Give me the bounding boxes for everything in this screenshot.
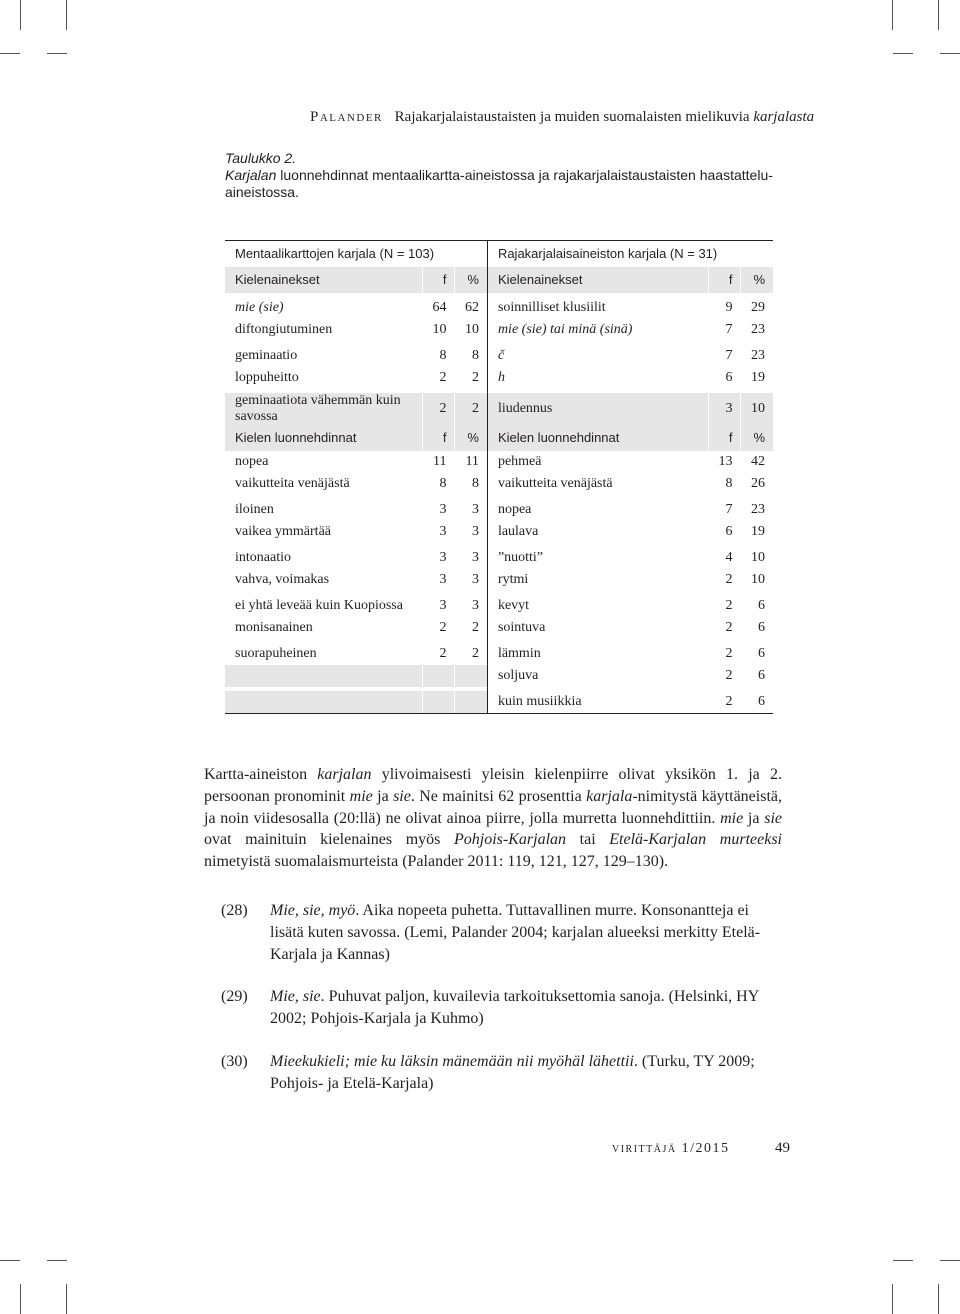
mid-header-row	[225, 425, 773, 451]
cell-left-label	[225, 691, 423, 714]
journal-name: virittäjä 1/2015	[612, 1141, 730, 1156]
cell-left-label: iloinen	[235, 502, 274, 517]
cell-right-label: mie (sie) tai minä (sinä)	[487, 319, 708, 341]
cell-right-pct: 10	[741, 547, 773, 569]
cell-left-f: 8	[423, 473, 455, 495]
text-run: tai	[566, 831, 610, 849]
cell-left-f	[423, 691, 455, 714]
cell-right-label: laulava	[487, 521, 708, 543]
cell-right-pct: 10	[741, 569, 773, 591]
table-row	[225, 617, 773, 639]
cell-left-f: 2	[423, 367, 455, 389]
mid-header-cell: Kielen luonnehdinnat	[487, 425, 708, 451]
left-title: Mentaalikarttojen karjala (N = 103)	[225, 241, 487, 268]
cell-left-pct: 62	[455, 297, 487, 319]
cell-left-f: 8	[423, 345, 455, 367]
cell-left-f: 3	[423, 547, 455, 569]
cell-right-f: 7	[709, 319, 741, 341]
table-row	[225, 451, 773, 473]
cell-left-pct: 3	[455, 569, 487, 591]
col-pct: %	[741, 267, 773, 293]
crop-mark	[0, 1260, 20, 1261]
cell-left-f: 3	[423, 569, 455, 591]
example-text	[270, 900, 783, 965]
cell-left-f: 2	[423, 617, 455, 639]
example-body: . (Turku, TY 2009; Pohjois- ja Etelä-Karjala)	[270, 1053, 755, 1092]
cell-right-label: č	[487, 345, 708, 367]
mid-header-cell: f	[423, 425, 455, 451]
crop-mark	[20, 1284, 21, 1314]
col-pct: %	[455, 267, 487, 293]
example-italic: Mieekukieli; mie ku läksin mänemään nii myöhäl lähettii	[270, 1053, 634, 1070]
cell-right-label: nopea	[487, 499, 708, 521]
text-run: sie	[393, 787, 411, 805]
example-29	[221, 986, 783, 1030]
cell-right-label: vaikutteita venäjästä	[487, 473, 708, 495]
table-row	[225, 345, 773, 367]
example-28	[221, 900, 783, 965]
caption-label: Taulukko 2.	[225, 150, 297, 166]
cell-left-pct: 2	[455, 367, 487, 389]
cell-left-f: 2	[423, 393, 455, 425]
cell-left-f: 64	[423, 297, 455, 319]
cell-left-label: mie (sie)	[235, 300, 284, 315]
table-row	[225, 643, 773, 665]
col-f: f	[423, 267, 455, 293]
header-author: Palander	[310, 109, 383, 125]
table-row	[225, 665, 773, 687]
cell-right-pct: 6	[741, 595, 773, 617]
cell-right-pct: 10	[741, 393, 773, 425]
crop-mark	[940, 53, 960, 54]
cell-right-f: 2	[709, 665, 741, 687]
cell-left-f: 3	[423, 521, 455, 543]
table-row	[225, 393, 773, 425]
crop-mark	[892, 0, 893, 30]
cell-left-f	[423, 665, 455, 687]
cell-right-pct: 29	[741, 297, 773, 319]
table-row	[225, 297, 773, 319]
example-text	[270, 1051, 783, 1095]
cell-left-pct: 3	[455, 521, 487, 543]
cell-right-label: pehmeä	[487, 451, 708, 473]
example-30	[221, 1051, 783, 1095]
mid-header-cell: %	[741, 425, 773, 451]
cell-right-pct: 6	[741, 617, 773, 639]
cell-right-f: 2	[709, 595, 741, 617]
cell-right-f: 13	[709, 451, 741, 473]
cell-right-label: ”nuotti”	[487, 547, 708, 569]
data-table	[225, 240, 773, 714]
crop-mark	[893, 53, 913, 54]
table-row	[225, 499, 773, 521]
cell-left-pct	[455, 691, 487, 714]
col-label: Kielenainekset	[225, 267, 423, 293]
text-run: ja	[743, 809, 765, 827]
cell-right-pct: 19	[741, 367, 773, 389]
cell-left-label: geminaatio	[235, 348, 298, 363]
cell-left-label: nopea	[235, 454, 269, 469]
cell-left-f: 11	[423, 451, 455, 473]
cell-right-label: sointuva	[487, 617, 708, 639]
cell-left-pct: 10	[455, 319, 487, 341]
cell-left-label: ei yhtä leveää kuin Kuopiossa	[235, 598, 403, 613]
cell-right-pct: 23	[741, 345, 773, 367]
example-body: . Puhuvat paljon, kuvailevia tarkoituksettomia sanoja. (Helsinki, HY 2002; Pohjois-Karjala ja Kuhmo)	[270, 988, 759, 1027]
cell-left-pct: 8	[455, 345, 487, 367]
text-run: mie	[720, 809, 744, 827]
cell-right-pct: 6	[741, 643, 773, 665]
cell-right-f: 6	[709, 367, 741, 389]
cell-left-label: intonaatio	[235, 550, 291, 565]
cell-right-f: 2	[709, 643, 741, 665]
crop-mark	[47, 53, 67, 54]
paragraph	[204, 764, 782, 873]
cell-right-pct: 6	[741, 665, 773, 687]
cell-right-f: 2	[709, 691, 741, 714]
cell-right-f: 2	[709, 569, 741, 591]
page-number: 49	[775, 1140, 790, 1156]
cell-right-f: 3	[709, 393, 741, 425]
cell-right-pct: 26	[741, 473, 773, 495]
cell-right-f: 2	[709, 617, 741, 639]
table-row	[225, 319, 773, 341]
cell-right-label: soljuva	[487, 665, 708, 687]
header-title-italic: karjalasta	[753, 109, 815, 125]
cell-left-pct: 2	[455, 643, 487, 665]
cell-right-label: h	[487, 367, 708, 389]
cell-left-label: diftongiutuminen	[235, 322, 333, 337]
mid-header-cell: f	[709, 425, 741, 451]
crop-mark	[893, 1260, 913, 1261]
cell-left-f: 3	[423, 595, 455, 617]
cell-right-f: 7	[709, 499, 741, 521]
caption-text	[225, 167, 785, 201]
text-run: -nimitystä käyttäneistä, ja noin viidesosalla (20:llä) ne olivat ainoa piirre, jolla murretta luonnehdittiin.	[204, 787, 782, 827]
cell-right-f: 4	[709, 547, 741, 569]
example-number: (29)	[221, 988, 248, 1005]
table-row	[225, 473, 773, 495]
cell-left-label: monisanainen	[235, 620, 313, 635]
text-run: Kartta-aineiston	[204, 766, 318, 783]
cell-right-label: rytmi	[487, 569, 708, 591]
cell-left-label: loppuheitto	[235, 370, 299, 385]
mid-header-cell: Kielen luonnehdinnat	[225, 425, 423, 451]
cell-left-label: vaikea ymmärtää	[235, 524, 332, 539]
cell-right-pct: 23	[741, 499, 773, 521]
cell-right-f: 7	[709, 345, 741, 367]
cell-left-f: 2	[423, 643, 455, 665]
running-header	[310, 109, 814, 126]
body-text	[204, 764, 782, 873]
text-run: karjala	[586, 787, 633, 805]
example-number: (30)	[221, 1053, 248, 1070]
text-run: nimetyistä suomalaismurteista (Palander 2011: 119, 121, 127, 129–130).	[204, 853, 669, 871]
table-row	[225, 569, 773, 591]
text-run: ovat mainituin kielenaines myös	[204, 831, 455, 849]
cell-left-label: geminaatiota vähemmän kuin savossa	[225, 393, 423, 425]
col-label: Kielenainekset	[487, 267, 708, 293]
cell-left-pct	[455, 665, 487, 687]
text-run: . Ne mainitsi 62 prosenttia	[410, 787, 587, 805]
cell-left-pct: 2	[455, 617, 487, 639]
cell-left-pct: 3	[455, 499, 487, 521]
text-run: Pohjois-Karjalan	[454, 831, 567, 849]
cell-right-pct: 6	[741, 691, 773, 714]
mid-header-cell: %	[455, 425, 487, 451]
example-number: (28)	[221, 902, 248, 919]
text-run: ja	[372, 787, 394, 805]
caption-body: luonnehdinnat mentaalikartta-aineistossa ja rajakarjalaistaustaisten haastattelu-aineistossa.	[225, 167, 773, 200]
cell-right-f: 9	[709, 297, 741, 319]
table-caption	[225, 150, 785, 201]
cell-left-pct: 3	[455, 547, 487, 569]
cell-left-pct: 2	[455, 393, 487, 425]
table-row	[225, 521, 773, 543]
table-row	[225, 595, 773, 617]
cell-right-f: 8	[709, 473, 741, 495]
crop-mark	[47, 1260, 67, 1261]
cell-left-f: 3	[423, 499, 455, 521]
crop-mark	[940, 1260, 960, 1261]
cell-right-pct: 19	[741, 521, 773, 543]
col-f: f	[709, 267, 741, 293]
crop-mark	[938, 0, 939, 30]
cell-right-f: 6	[709, 521, 741, 543]
cell-right-label: kuin musiikkia	[487, 691, 708, 714]
crop-mark	[66, 1284, 67, 1314]
table-row	[225, 691, 773, 714]
table-title-row	[225, 241, 773, 268]
text-run: sie	[764, 809, 783, 827]
cell-left-label	[225, 665, 423, 687]
cell-left-pct: 8	[455, 473, 487, 495]
example-body: . Aika nopeeta puhetta. Tuttavallinen murre. Konsonantteja ei lisätä kuten savossa. (Lemi, Palander 2004; karjalan alueeksi merkitty Etelä-Karjala ja Kannas)	[270, 902, 761, 963]
cell-right-label: soinnilliset klusiilit	[487, 297, 708, 319]
cell-left-pct: 11	[455, 451, 487, 473]
cell-right-label: kevyt	[487, 595, 708, 617]
text-run: mie	[349, 787, 373, 805]
cell-left-label: vaikutteita venäjästä	[235, 476, 350, 491]
cell-left-label: suorapuheinen	[235, 646, 317, 661]
text-run: Etelä-Karjalan murteeksi	[609, 831, 782, 849]
header-title: Rajakarjalaistaustaisten ja muiden suomalaisten mielikuvia	[394, 109, 754, 125]
crop-mark	[66, 0, 67, 30]
cell-left-pct: 3	[455, 595, 487, 617]
cell-left-label: vahva, voimakas	[235, 572, 330, 587]
right-title: Rajakarjalaisaineiston karjala (N = 31)	[487, 241, 773, 268]
subheader-row	[225, 267, 773, 293]
caption-italic: Karjalan	[225, 167, 277, 183]
cell-right-label: lämmin	[487, 643, 708, 665]
crop-mark	[20, 0, 21, 30]
text-run: ylivoimaisesti yleisin kielenpiirre olivat yksikön 1. ja 2. persoonan pronominit	[204, 766, 782, 805]
crop-mark	[892, 1284, 893, 1314]
example-italic: Mie, sie, myö	[270, 902, 356, 919]
crop-mark	[938, 1284, 939, 1314]
cell-left-f: 10	[423, 319, 455, 341]
cell-right-pct: 23	[741, 319, 773, 341]
example-text	[270, 986, 783, 1030]
text-run: karjalan	[317, 766, 372, 783]
page-footer	[612, 1140, 790, 1157]
table-row	[225, 367, 773, 389]
example-italic: Mie, sie	[270, 988, 321, 1005]
cell-right-label: liudennus	[487, 393, 708, 425]
crop-mark	[0, 53, 20, 54]
table-row	[225, 547, 773, 569]
cell-right-pct: 42	[741, 451, 773, 473]
